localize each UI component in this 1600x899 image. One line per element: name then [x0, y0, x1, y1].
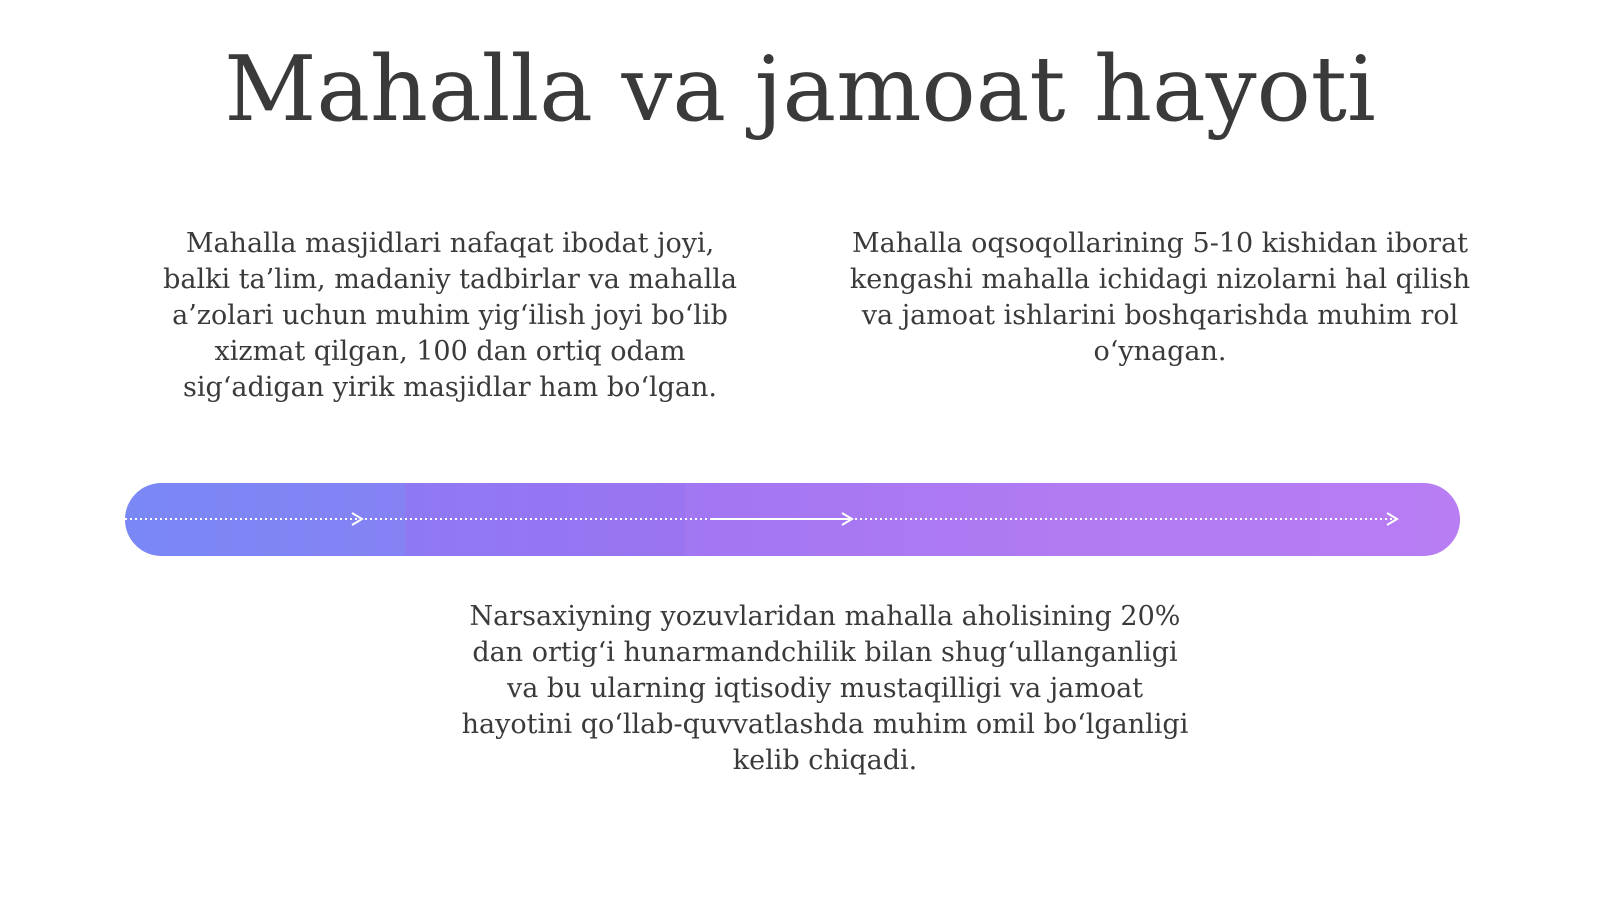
text-block-crafts: Narsaxiyning yozuvlaridan mahalla aholisining 20% dan ortig‘i hunarmandchilik bilan shug‘ullanganligi va bu ularning iqtisodiy mustaqilligi va jamoat hayotini qo‘llab-quvvatlashda muhim omil bo‘lganligi kelib chiqadi. — [461, 601, 1189, 776]
text-block-mosques: Mahalla masjidlari nafaqat ibodat joyi, balki ta’lim, madaniy tadbirlar va mahalla a’zolari uchun muhim yig‘ilish joyi bo‘lib xizmat qilgan, 100 dan ortiq odam sig‘adigan yirik masjidlar ham bo‘lgan. — [163, 228, 737, 403]
arrow-right-icon — [352, 513, 362, 525]
timeline-bar — [125, 483, 1460, 556]
timeline-arrows — [125, 483, 1460, 556]
text-block-elders-council: Mahalla oqsoqollarining 5-10 kishidan iborat kengashi mahalla ichidagi nizolarni hal qilish va jamoat ishlarini boshqarishda muhim rol o‘ynagan. — [849, 228, 1471, 367]
slide-title: Mahalla va jamoat hayoti — [224, 37, 1376, 142]
